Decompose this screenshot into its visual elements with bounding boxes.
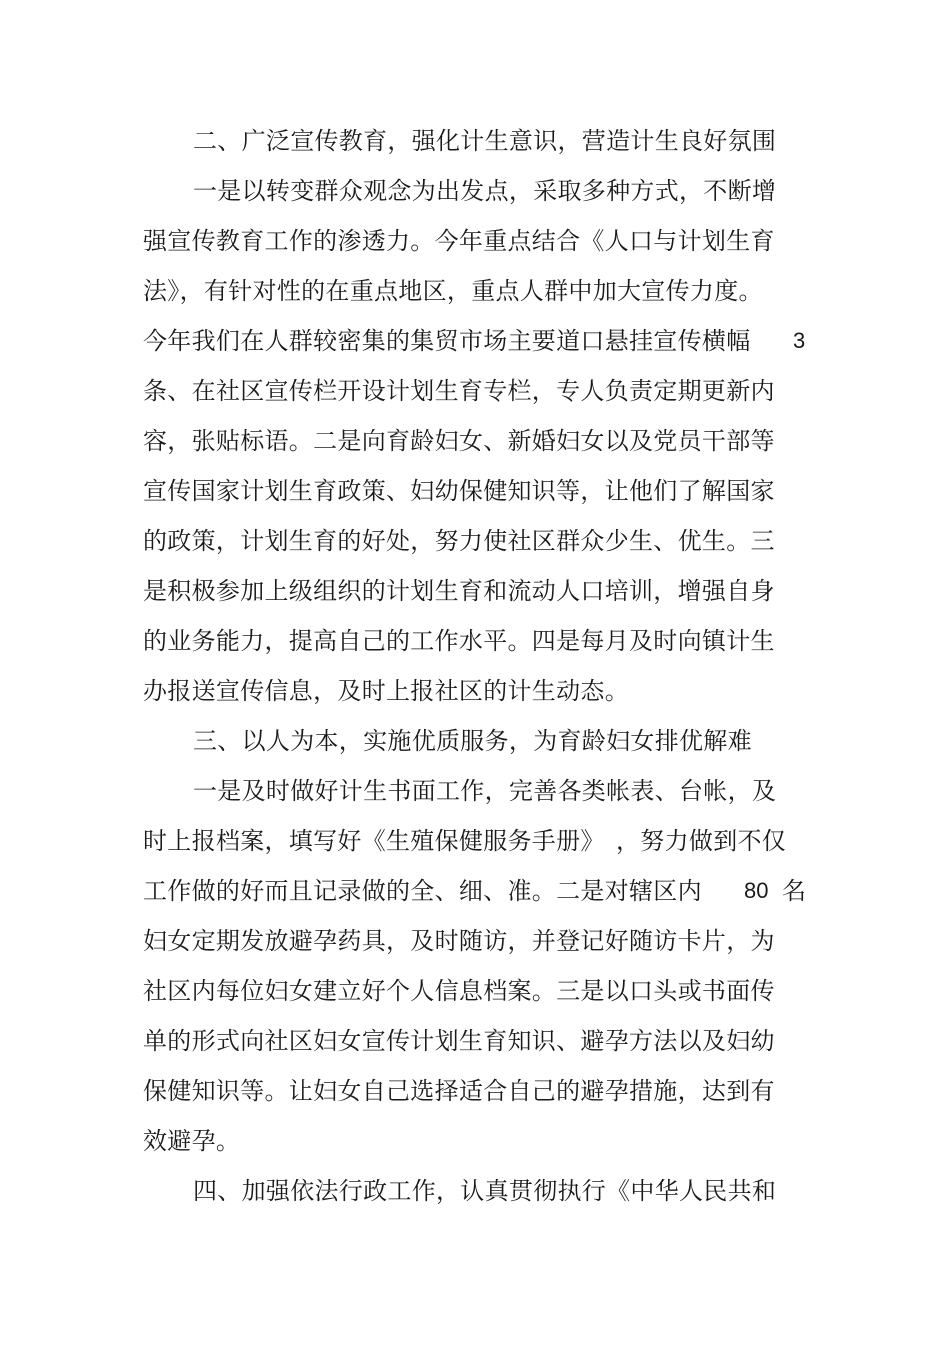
paragraph-line: 效避孕。 (143, 1127, 241, 1155)
paragraph-line: 妇女定期发放避孕药具，及时随访，并登记好随访卡片，为 (143, 927, 775, 955)
paragraph-line: 保健知识等。让妇女自己选择适合自己的避孕措施，达到有 (143, 1077, 775, 1105)
paragraph-line: 宣传国家计划生育政策、妇幼保健知识等，让他们了解国家 (143, 477, 775, 505)
women-unit: 名 (782, 877, 807, 905)
section-heading-3: 三、以人为本，实施优质服务，为育龄妇女排优解难 (193, 727, 752, 755)
paragraph-line: 社区内每位妇女建立好个人信息档案。三是以口头或书面传 (143, 977, 775, 1005)
paragraph-line: ，努力做到不仅 (616, 827, 787, 855)
paragraph-line: 的政策，计划生育的好处，努力使社区群众少生、优生。三 (143, 527, 775, 555)
paragraph-line: 容，张贴标语。二是向育龄妇女、新婚妇女以及党员干部等 (143, 427, 775, 455)
paragraph-line: 的业务能力，提高自己的工作水平。四是每月及时向镇计生 (143, 627, 775, 655)
paragraph-line: 强宣传教育工作的渗透力。今年重点结合《人口与计划生育 (143, 227, 775, 255)
paragraph-line: 办报送宣传信息，及时上报社区的计生动态。 (143, 677, 629, 705)
paragraph-line: 是积极参加上级组织的计划生育和流动人口培训，增强自身 (143, 577, 775, 605)
paragraph-line: 时上报档案，填写好《生殖保健服务手册》 (143, 827, 605, 855)
women-count: 80 (744, 878, 769, 903)
banner-count: 3 (793, 328, 806, 353)
paragraph-line: 今年我们在人群较密集的集贸市场主要道口悬挂宣传横幅 (143, 327, 751, 355)
paragraph-line: 工作做的好而且记录做的全、细、准。二是对辖区内 (143, 877, 702, 905)
paragraph-line: 一是及时做好计生书面工作，完善各类帐表、台帐，及 (193, 777, 777, 805)
paragraph-line: 条、在社区宣传栏开设计划生育专栏，专人负责定期更新内 (143, 377, 775, 405)
section-heading-4: 四、加强依法行政工作，认真贯彻执行《中华人民共和 (193, 1177, 777, 1205)
paragraph-line: 法》，有针对性的在重点地区，重点人群中加大宣传力度。 (143, 277, 763, 305)
paragraph-line: 单的形式向社区妇女宣传计划生育知识、避孕方法以及妇幼 (143, 1027, 775, 1055)
section-heading-2: 二、广泛宣传教育，强化计生意识，营造计生良好氛围 (193, 127, 777, 155)
paragraph-line: 一是以转变群众观念为出发点，采取多种方式，不断增 (193, 177, 777, 205)
